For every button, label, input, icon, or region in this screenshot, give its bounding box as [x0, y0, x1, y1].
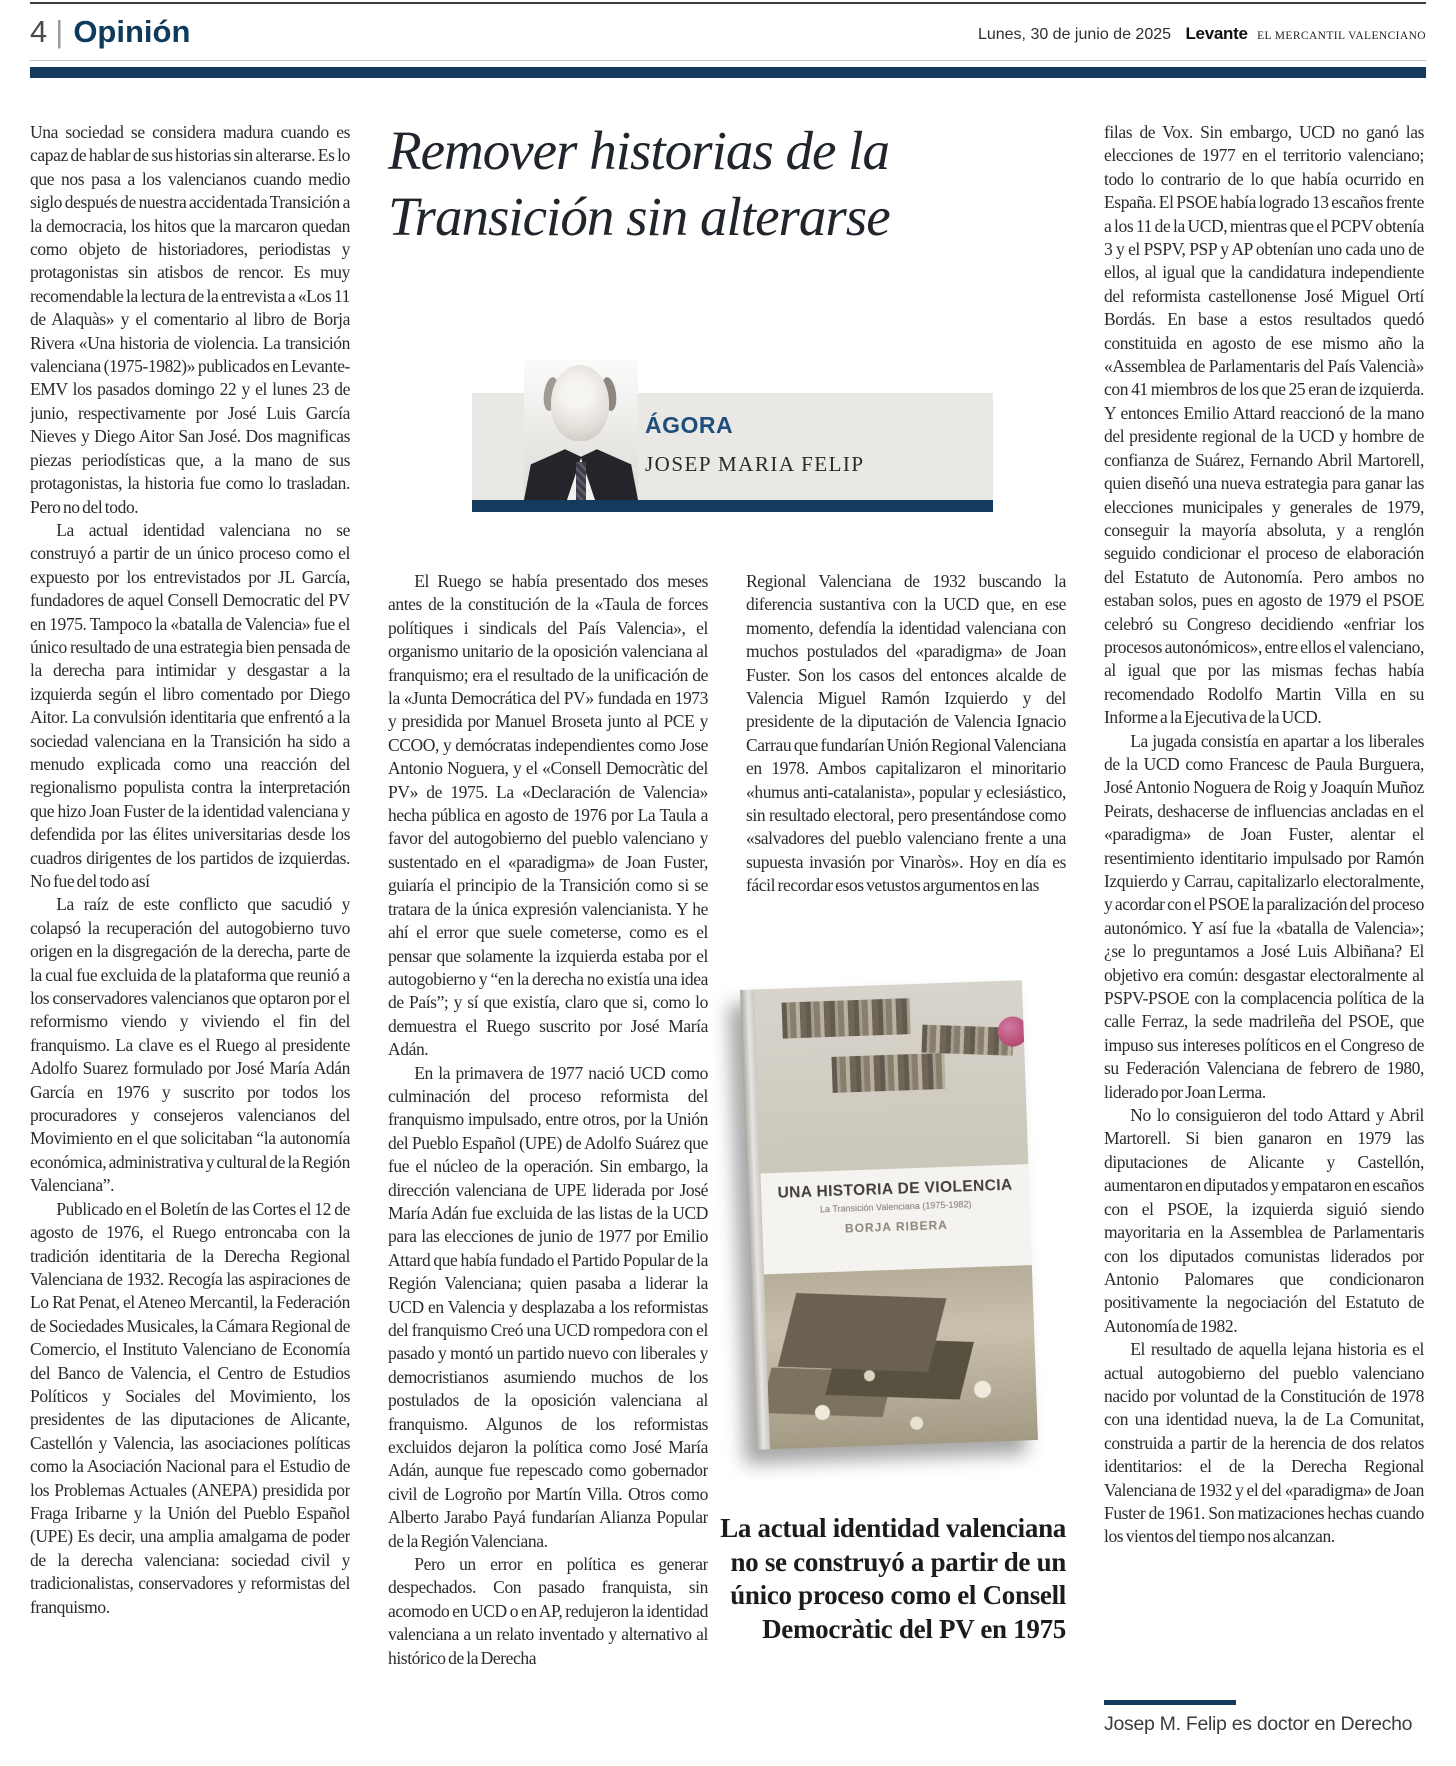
issue-date: Lunes, 30 de junio de 2025: [977, 26, 1172, 43]
paragraph: filas de Vox. Sin embargo, UCD no ganó las elecciones de 1977 en el territorio valenciano; todo lo contrario de lo que había ocurrido en España. El PSOE había logrado 13 escaños frente a los 11 de la UCD, mientras que el PCPV obtenía 3 y el PSPV, PSP y AP obtenían uno cada uno de ellos, al igual que la candidatura independiente del reformista castellonense José Miguel Ortí Bordás. En base a estos resultados quedó constituida en agosto de ese mismo año la «Assemblea de Parlamentaris del País Valencià» con 41 miembros de los que 25 eran de izquierda. Y entonces Emilio Attard reaccionó de la mano del presidente regional de la UCD y hombre de confianza de Suárez, Fernando Abril Martorell, quien diseñó una nueva estrategia para ganar las elecciones municipales y generales de 1979, conseguir la mayoría absoluta, y a renglón seguido condicionar el proceso de elaboración del Estatuto de Autonomía. Pero ambos no estaban solos, pues en agosto de 1979 el PSOE celebró su Congreso decidiendo «enfriar los procesos autonómicos», entre ellos el valenciano, al igual que por las mismas fechas había recomendado Rodolfo Martin Villa en su Informe a la Ejecutiva de la UCD.: [1104, 122, 1424, 728]
page-number: 4: [30, 14, 48, 49]
masthead-subtitle: EL MERCANTIL VALENCIANO: [1257, 30, 1426, 42]
paragraph: La actual identidad valenciana no se construyó a partir de un único proceso como el expuesto por los entrevistados por JL García, fundadores de aquel Consell Democratic del PV en 1975. Tampoco la «batalla de Valencia» fue el único resultado de una estrategia bien pensada de la derecha para intimidar y desgastar a la izquierda según el libro comentado por Diego Aitor. La convulsión identitaria que enfrentó a la sociedad valenciana en la Transición ha sido a menudo explicada como una reacción del regionalismo populista contra la interpretación que hizo Joan Fuster de la identidad valenciana y defendida por las élites universitarias desde los cuadros dirigentes de los partidos de izquierdas. No fue del todo así: [30, 519, 350, 891]
paragraph: Regional Valenciana de 1932 buscando la diferencia sustantiva con la UCD que, en ese momento, defendía la identidad valenciana con muchos postulados del «paradigma» de Joan Fuster. Son los casos del entonces alcalde de Valencia Miguel Ramón Izquierdo y del presidente de la diputación de Valencia Ignacio Carrau que fundarían Unión Regional Valenciana en 1978. Ambos capitalizaron el minoritario «humus anti-catalanista», popular y eclesiástico, sin resultado electoral, pero presentándose como «salvadores del pueblo valenciano frente a una supuesta invasión por Vinaròs». Hoy en día es fácil recordar esos vetustos argumentos en las: [746, 571, 1066, 896]
paragraph: Pero un error en política es generar despechados. Con pasado franquista, sin acomodo en UCD o en AP, redujeron la identidad valenciana a un relato inventado y alternativo al histórico de la Derecha: [388, 1554, 708, 1668]
book-front: [754, 980, 1038, 1449]
top-rule: [30, 2, 1426, 4]
author-photo: [524, 359, 638, 500]
paragraph: En la primavera de 1977 nació UCD como culminación del proceso reformista del franquismo impulsado, entre otros, por la Unión del Pueblo Español (UPE) de Adolfo Suárez que fue el núcleo de la operación. Sin embargo, la dirección valenciana de UPE liderada por José María Adán fue excluida de las listas de la UCD para las elecciones de junio de 1977 por Emilio Attard que había fundado el Partido Popular de la Región Valenciana; quien pasaba a liderar la UCD en Valencia y desplazaba a los reformistas del franquismo Creó una UCD rompedora con el pasado y montó un partido nuevo con liberales y democristianos asumiendo muchos de los postulados de la oposición valenciana al franquismo. Algunos de los reformistas excluidos dejaron la política como José María Adán, aunque fue repescado como gobernador civil de Logroño por Martín Villa. Otros como Alberto Jarabo Payá fundarían Alianza Popular de la Región Valenciana.: [388, 1062, 708, 1551]
article-column-1: [30, 121, 350, 1750]
article-column-2: [388, 570, 708, 1730]
paragraph: No lo consiguieron del todo Attard y Abril Martorell. Si bien ganaron en 1979 las diputaciones de Alicante y Castellón, aumentaron en diputados y empataron en escaños con el PSOE, la izquierda siguió siendo mayoritaria en la Assemblea de Parlamentaris con los diputados comunistas liderados por Antonio Palomares que condicionaron positivamente la negociación del Estatuto de Autonomía de 1982.: [1104, 1105, 1424, 1336]
header-hairline: [30, 60, 1426, 61]
folio-separator: |: [55, 14, 64, 49]
footer-author-note: Josep M. Felip es doctor en Derecho: [1104, 1713, 1413, 1735]
book-cover-bottom-photo: [764, 1265, 1038, 1449]
section-title: Opinión: [73, 14, 191, 49]
paragraph: Una sociedad se considera madura cuando es capaz de hablar de sus historias sin alterarse. Es lo que nos pasa a los valencianos cuando medio siglo después de nuestra accidentada Transición a la democracia, los hitos que la marcaron quedan como objeto de historiadores, periodistas y protagonistas sin atisbos de rencor. Es muy recomendable la lectura de la entrevista a «Los 11 de Alaquàs» y el comentario al libro de Borja Rivera «Una historia de violencia. La transición valenciana (1975-1982)» publicados en Levante-EMV los pasados domingo 22 y el lunes 23 de junio, respectivamente por José Luis García Nieves y Diego Aitor San José. Dos magnificas piezas periodísticas que, a la mano de sus protagonistas, la historia fue como lo trasladan. Pero no del todo.: [30, 122, 350, 517]
photo-head: [551, 365, 609, 441]
article-column-4: [1104, 121, 1424, 1687]
book-subtitle: La Transición Valenciana (1975-1982): [819, 1199, 972, 1215]
section-kicker: ÁGORA: [645, 412, 734, 438]
paragraph: El resultado de aquella lejana historia es el actual autogobierno del pueblo valenciano nacido por voluntad de la Constitución de 1978 con una identidad nueva, la de La Comunitat, construida a partir de la herencia de dos relatos identitarios: el de la Derecha Regional Valenciana de 1932 y el del «paradigma» de Joan Fuster de 1961. Son matizaciones hechas cuando los vientos del tiempo nos alcanzan.: [1104, 1339, 1424, 1547]
author-name: JOSEP MARIA FELIP: [645, 452, 865, 476]
paragraph: La raíz de este conflicto que sacudió y colapsó la recuperación del autogobierno tuvo origen en la disgregación de la derecha, parte de la cual fue excluida de la plataforma que reunió a los conservadores valencianos que optaron por el reformismo viendo y viviendo el fin del franquismo. La clave es el Ruego al presidente Adolfo Suarez formulado por José María Adán García en 1976 y suscrito por todos los procuradores y consejeros valencianos del Movimiento en el que solicitaban “la autonomía económica, administrativa y cultural de la Región Valenciana”.: [30, 894, 350, 1196]
book-author: BORJA RIBERA: [844, 1217, 949, 1236]
dateline: [978, 24, 1426, 44]
header-navy-band: [30, 67, 1426, 78]
masthead-logo: Levante: [1185, 24, 1248, 43]
bookshelf-row: [831, 1053, 945, 1093]
photo-tie: [576, 462, 586, 500]
book-title: UNA HISTORIA DE VIOLENCIA: [777, 1176, 1013, 1202]
paragraph: La jugada consistía en apartar a los liberales de la UCD como Francesc de Paula Burguera, José Antonio Noguera de Roig y Joaquín Muñoz Peirats, deshacerse de influencias ancladas en el «paradigma» de Joan Fuster, alentar el resentimiento identitario impulsado por Ramón Izquierdo y Carrau, capitalizarlo electoralmente, y acordar con el PSOE la paralización del proceso autonómico. Y así fue la «batalla de Valencia»; ¿se lo preguntamos a José Luis Albiñana? El objetivo era común: desgastar electoralmente al PSPV-PSOE con la complacencia política de la calle Ferraz, la sede madrileña del PSOE, que impuso sus intereses políticos en el Congreso de su Federación Valenciana de febrero de 1980, liderado por Joan Lerma.: [1104, 730, 1424, 1102]
folio: [30, 14, 190, 50]
footer-rule: [1104, 1700, 1236, 1705]
book-cover-top-photo: [754, 980, 1028, 1173]
byline-navy-bar: [472, 500, 993, 512]
bookshelf-row: [781, 998, 911, 1038]
book-title-band: [760, 1164, 1031, 1274]
paragraph: Publicado en el Boletín de las Cortes el 12 de agosto de 1976, el Ruego entroncaba con la tradición identitaria de la Derecha Regional Valenciana de 1932. Recogía las aspiraciones de Lo Rat Penat, el Ateneo Mercantil, la Federación de Sociedades Musicales, la Cámara Regional de Comercio, el Instituto Valenciano de Economía del Banco de Valencia, el Centro de Estudios Políticos y Sociales del Movimiento, los presidentes de las diputaciones de Alicante, Castellón y Valencia, las asociaciones políticas como la Asociación Nacional para el Estudio de los Problemas Actuales (ANEPA) presidida por Fraga Iribarne y la Unión del Pueblo Español (UPE) Es decir, una amplia amalgama de poder de la derecha valenciana: sociedad civil y tradicionalistas, conservadores y reformistas del franquismo.: [30, 1198, 350, 1617]
article-column-3: [746, 570, 1066, 972]
article-headline: [388, 118, 1078, 250]
paragraph: El Ruego se había presentado dos meses antes de la constitución de la «Taula de forces polítiques i sindicals del País Valencia», el organismo unitario de la oposición valenciana al franquismo; era el resultado de la unificación de la «Junta Democrática del PV» fundada en 1973 y presidida por Manuel Broseta junto al PCE y CCOO, y demócratas independientes como Jose Antonio Noguera, y el «Consell Democràtic del PV» de 1975. La «Declaración de Valencia» hecha pública en agosto de 1976 por La Taula a favor del autogobierno del pueblo valenciano y sustentado en el «paradigma» de Joan Fuster, guiaría el principio de la Transición como si se tratara de la única expresión valencianista. Y he ahí el error que suele cometerse, como es el pensar que solamente la izquierda estaba por el autogobierno y “en la derecha no existía una idea de País”; y sí que existía, claro que si, como lo demuestra el Ruego suscrito por José María Adán.: [388, 571, 708, 1060]
headline-line-1: Remover historias de la: [388, 120, 889, 181]
pull-quote: La actual identidad valenciana no se construyó a partir de un único proceso como el Consell Democràtic del PV en 1975: [720, 1513, 1066, 1644]
book-cover: [740, 980, 1038, 1450]
headline-line-2: Transición sin alterarse: [388, 186, 890, 247]
